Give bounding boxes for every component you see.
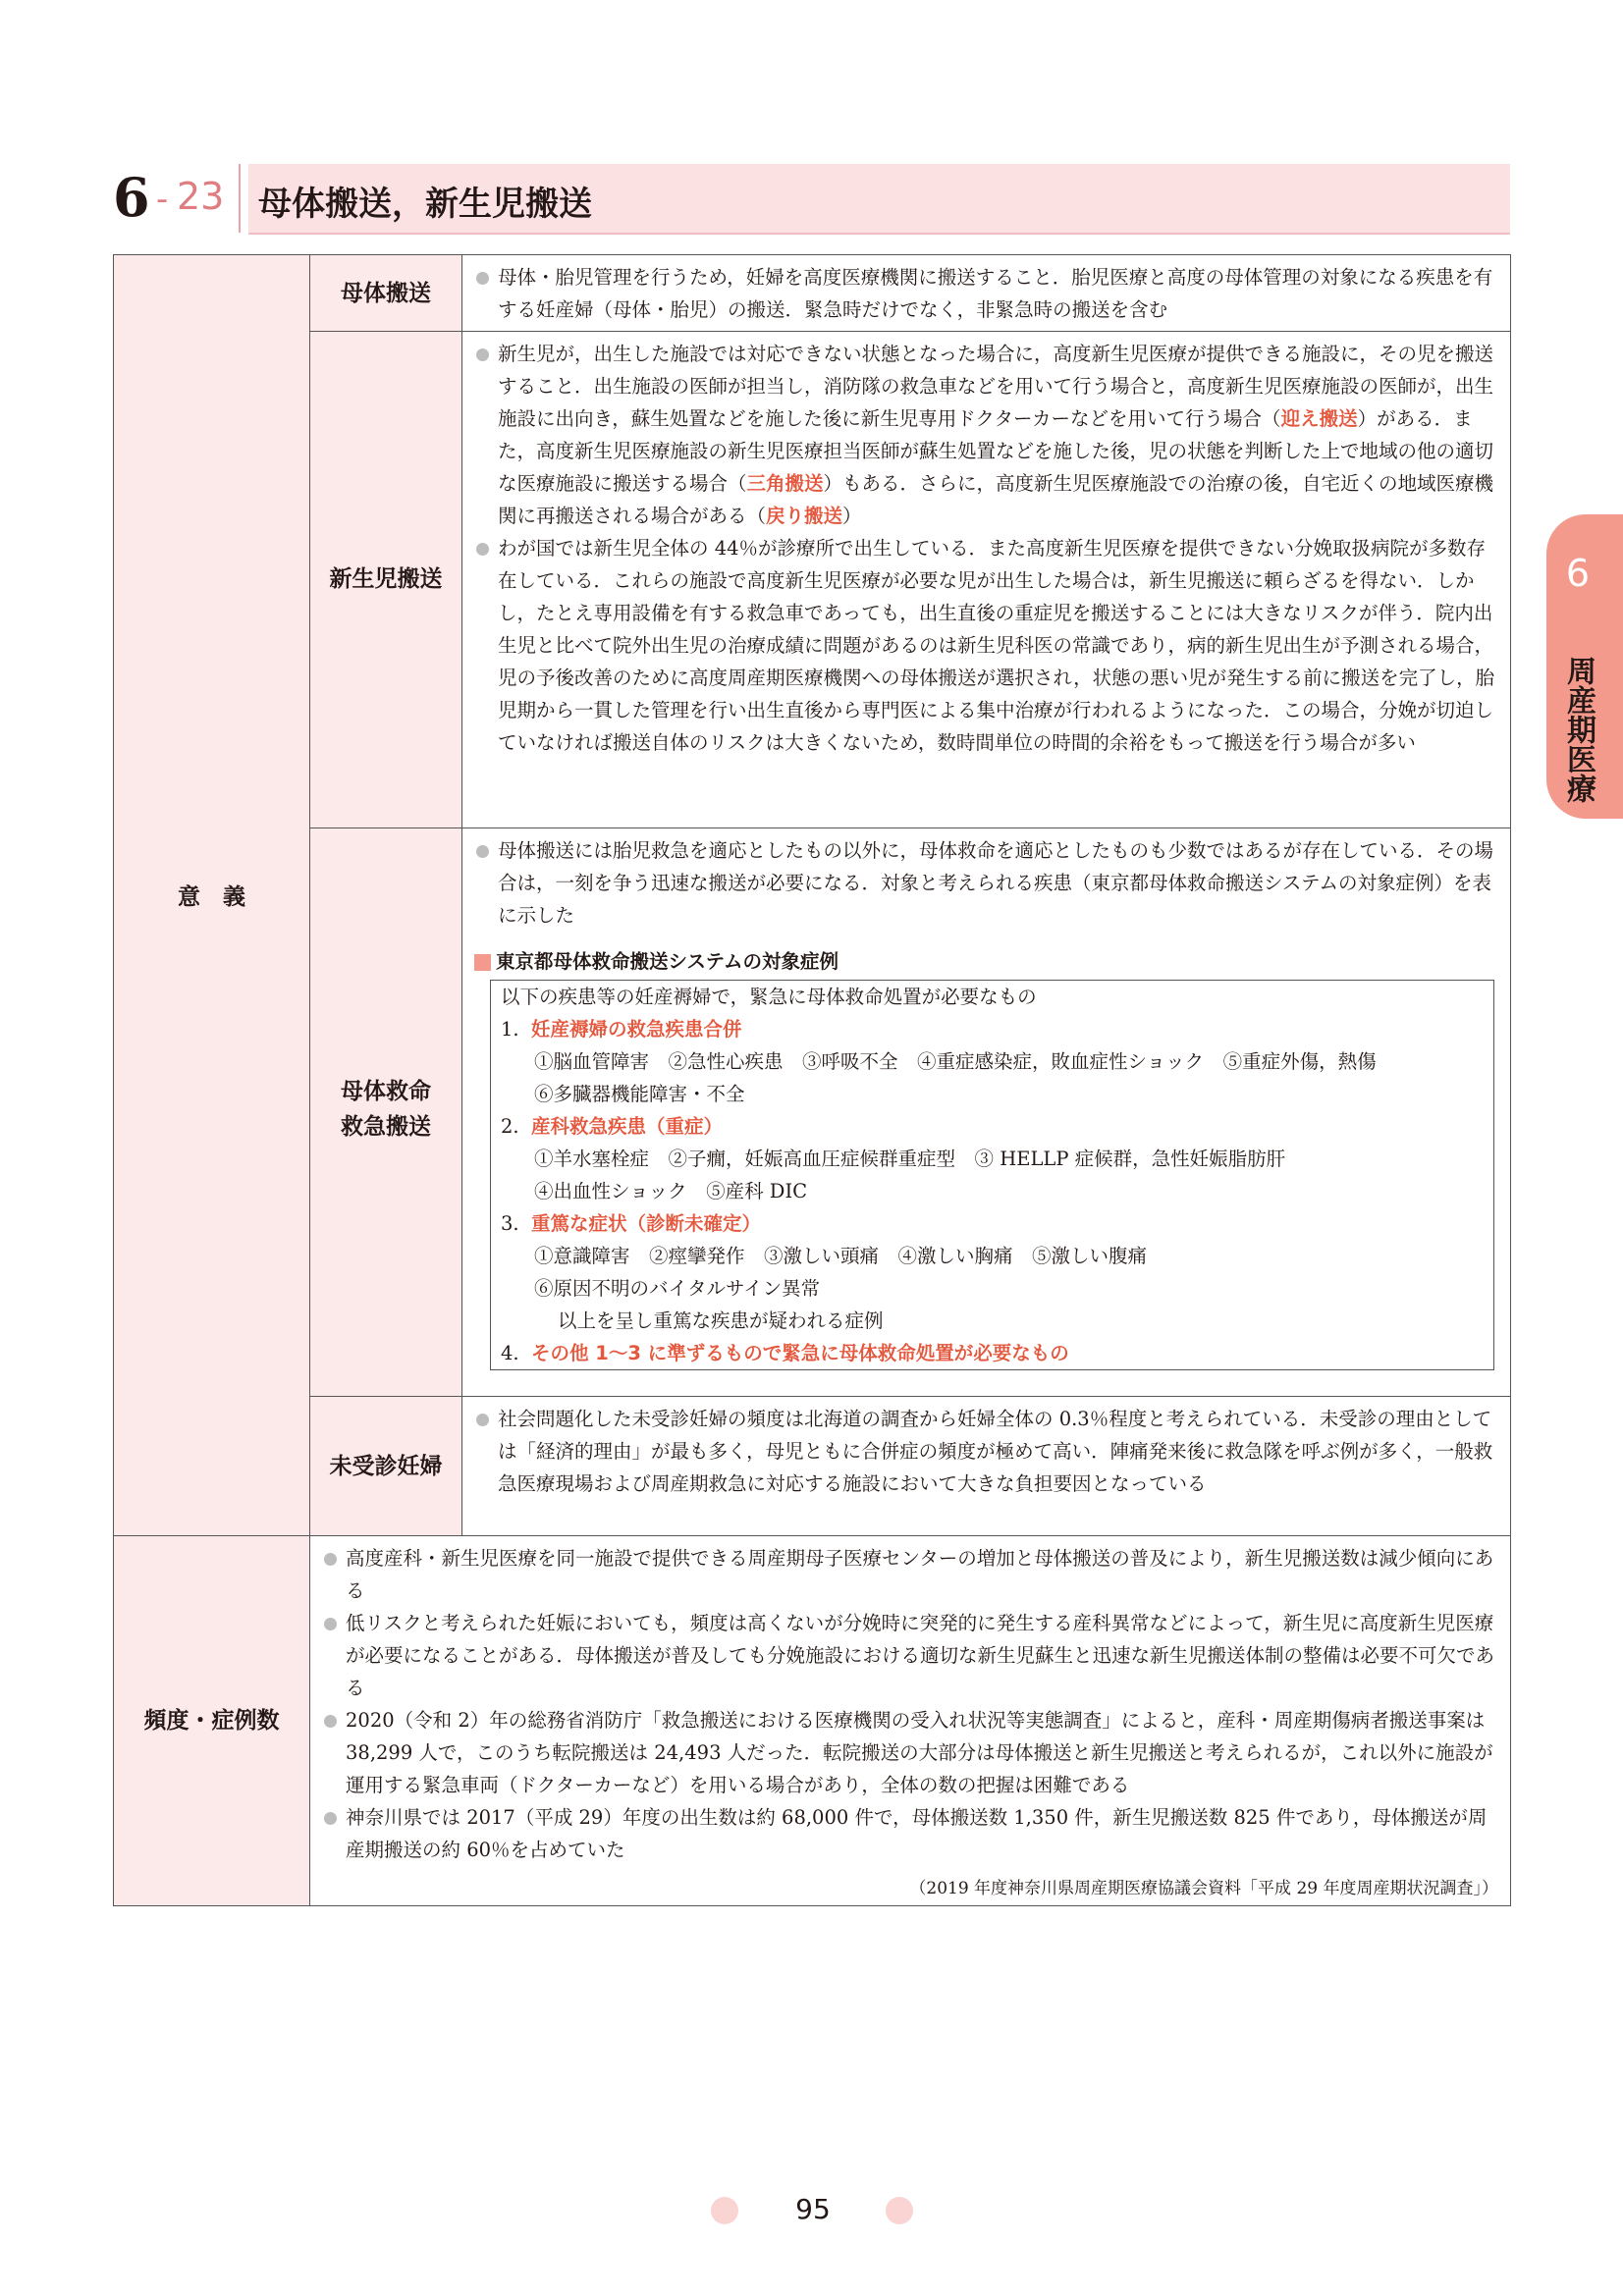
content-hindo bbox=[310, 1535, 1511, 1906]
bullet-item: 2020（令和 2）年の総務省消防庁「救急搬送における医療機関の受入れ状況等実態調査」によると，産科・周産期傷病者搬送事案は 38,299 人で，このうち転院搬送は 24,493 人だった．転院搬送の大部分は母体搬送と新生児搬送と考えられるが，これ以外に施設が運用する緊急車両（ドクターカーなど）を用いる場合があり，全体の数の把握は困難である bbox=[320, 1704, 1500, 1801]
criteria-heading-text: その他 1～3 に準ずるもので緊急に母体救命処置が必要なもの bbox=[531, 1342, 1069, 1364]
subrow-header-kyumei bbox=[310, 828, 462, 1397]
criteria-line: ①意識障害 ②痙攣発作 ③激しい頭痛 ④激しい胸痛 ⑤激しい腹痛 bbox=[534, 1245, 1148, 1267]
subrow-header-botai bbox=[310, 254, 462, 332]
section-subnumber: 23 bbox=[177, 175, 225, 218]
chapter-tab-label: 周産期医療 bbox=[1561, 656, 1596, 803]
subrow-label-kyumei bbox=[310, 1074, 461, 1145]
criteria-num: 4. bbox=[501, 1342, 519, 1364]
criteria-line: 以上を呈し重篤な疾患が疑われる症例 bbox=[558, 1309, 884, 1332]
section-title-bar bbox=[248, 164, 1510, 235]
criteria-heading-3 bbox=[501, 1207, 1484, 1240]
criteria-line: ①脳血管障害 ②急性心疾患 ③呼吸不全 ④重症感染症，敗血症性ショック ⑤重症外傷，熱傷 bbox=[534, 1050, 1377, 1073]
section-dash: - bbox=[156, 180, 169, 219]
term-sankaku-hanso: 三角搬送 bbox=[746, 472, 824, 495]
criteria-line: ⑥原因不明のバイタルサイン異常 bbox=[534, 1277, 821, 1300]
chapter-tab-number: 6 bbox=[1565, 552, 1591, 595]
text-run: 新生児が，出生した施設では対応できない状態となった場合に，高度新生児医療が提供できる施設に，その児を搬送すること．出生施設の医師が担当し，消防隊の救急車などを用いて行う場合と，高度新生児医療施設の医師が，出生施設に出向き，蘇生処置などを施した後に新生児専用ドクターカーなどを用いて行う場合（ bbox=[498, 343, 1494, 430]
subrow-label-mijushin: 未受診妊婦 bbox=[329, 1454, 443, 1479]
bullet-item: 低リスクと考えられた妊娠においても，頻度は高くないが分娩時に突発的に発生する産科異常などによって，新生児に高度新生児医療が必要になることがある．母体搬送が普及しても分娩施設における適切な新生児蘇生と迅速な新生児搬送体制の整備は必要不可欠である bbox=[320, 1607, 1500, 1704]
criteria-box bbox=[490, 980, 1494, 1370]
bullet-item: わが国では新生児全体の 44％が診療所で出生している．また高度新生児医療を提供できない分娩取扱病院が多数存在している．これらの施設で高度新生児医療が必要な児が出生した場合は，新生児搬送に頼らざるを得ない．しかし，たとえ専用設備を有する救急車であっても，出生直後の重症児を搬送することには大きなリスクが伴う．院内出生児と比べて院外出生児の治療成績に問題があるのは新生児科医の常識であり，病的新生児出生が予測される場合，児の予後改善のために高度周産期医療機関への母体搬送が選択され，状態の悪い児が発生する前に搬送を完了し，胎児期から一貫した管理を行い出生直後から専門医による集中治療が行われるようになった．この場合，分娩が切迫していなければ搬送自体のリスクは大きくないため，数時間単位の時間的余裕をもって搬送を行う場合が多い bbox=[472, 532, 1500, 759]
criteria-heading-text: 産科救急疾患（重症） bbox=[531, 1115, 724, 1138]
term-mukae-hanso: 迎え搬送 bbox=[1280, 407, 1358, 430]
criteria-line: ④出血性ショック ⑤産科 DIC bbox=[534, 1180, 808, 1202]
criteria-heading-4 bbox=[501, 1337, 1484, 1369]
section-number bbox=[113, 164, 241, 233]
page-number: 95 bbox=[795, 2193, 831, 2225]
subrow-header-mijushin bbox=[310, 1396, 462, 1536]
chapter-number: 6 bbox=[113, 166, 150, 229]
bullet-item: 神奈川県では 2017（平成 29）年度の出生数は約 68,000 件で，母体搬送数 1,350 件，新生児搬送数 825 件であり，母体搬送が周産期搬送の約 60％を占めていた bbox=[320, 1801, 1500, 1866]
content-kyumei bbox=[462, 828, 1511, 1397]
subrow-label-shinseiji: 新生児搬送 bbox=[329, 566, 443, 592]
row-header-igi bbox=[113, 254, 310, 1536]
source-citation: （2019 年度神奈川県周産期医療協議会資料「平成 29 年度周産期状況調査」） bbox=[909, 1879, 1498, 1898]
criteria-num: 3. bbox=[501, 1212, 519, 1235]
row-header-hindo bbox=[113, 1535, 310, 1906]
term-modori-hanso: 戻り搬送 bbox=[766, 505, 843, 527]
row-header-hindo-label: 頻度・症例数 bbox=[143, 1708, 280, 1734]
criteria-line: ⑥多臓器機能障害・不全 bbox=[534, 1083, 745, 1105]
content-mijushin bbox=[462, 1396, 1511, 1536]
content-botai bbox=[462, 254, 1511, 332]
bullet-item: 母体・胎児管理を行うため，妊婦を高度医療機関に搬送すること．胎児医療と高度の母体管理の対象になる疾患を有する妊産婦（母体・胎児）の搬送．緊急時だけでなく，非緊急時の搬送を含む bbox=[472, 261, 1500, 326]
criteria-line: ①羊水塞栓症 ②子癇，妊娠高血圧症候群重症型 ③ HELLP 症候群，急性妊娠脂肪肝 bbox=[534, 1148, 1286, 1170]
subrow-label-kyumei-line2: 救急搬送 bbox=[341, 1114, 431, 1140]
criteria-heading-text: 重篤な症状（診断未確定） bbox=[531, 1212, 762, 1235]
text-run: ）もある．さらに，高度新生児医療施設での治療の後，自宅近くの地域医療機関に再搬送される場合がある（ bbox=[498, 472, 1494, 527]
bullet-item: 高度産科・新生児医療を同一施設で提供できる周産期母子医療センターの増加と母体搬送の普及により，新生児搬送数は減少傾向にある bbox=[320, 1542, 1500, 1607]
section-title: 母体搬送，新生児搬送 bbox=[258, 185, 592, 224]
subrow-header-shinseiji bbox=[310, 331, 462, 828]
text-run: ）がある．また，高度新生児医療施設の新生児医療担当医師が蘇生処置などを施した後，児の状態を判断した上で地域の他の適切な医療施設に搬送する場合（ bbox=[498, 407, 1494, 495]
content-shinseiji bbox=[462, 331, 1511, 828]
criteria-heading-text: 妊産褥婦の救急疾患合併 bbox=[531, 1018, 742, 1041]
criteria-box-title: 東京都母体救命搬送システムの対象症例 bbox=[472, 945, 1500, 978]
bullet-item-transport bbox=[472, 338, 1500, 532]
text-run: ） bbox=[842, 505, 862, 527]
criteria-num: 2. bbox=[501, 1115, 519, 1138]
row-header-igi-label: 意 義 bbox=[178, 884, 245, 910]
criteria-heading-2 bbox=[501, 1110, 1484, 1143]
subrow-label-kyumei-line1: 母体救命 bbox=[341, 1079, 431, 1104]
criteria-intro: 以下の疾患等の妊産褥婦で，緊急に母体救命処置が必要なもの bbox=[501, 986, 1037, 1008]
page-dot-left bbox=[711, 2197, 738, 2224]
page-dot-right bbox=[886, 2197, 913, 2224]
bullet-item: 社会問題化した未受診妊婦の頻度は北海道の調査から妊婦全体の 0.3％程度と考えられている．未受診の理由としては「経済的理由」が最も多く，母児ともに合併症の頻度が極めて高い．陣痛発来後に救急隊を呼ぶ例が多く，一般救急医療現場および周産期救急に対応する施設において大きな負担要因となっている bbox=[472, 1403, 1500, 1500]
criteria-heading-1 bbox=[501, 1013, 1484, 1045]
subrow-label-botai: 母体搬送 bbox=[341, 281, 431, 306]
bullet-item: 母体搬送には胎児救急を適応としたもの以外に，母体救命を適応としたものも少数ではあるが存在している．その場合は，一刻を争う迅速な搬送が必要になる．対象と考えられる疾患（東京都母体救命搬送システムの対象症例）を表に示した bbox=[472, 834, 1500, 932]
criteria-num: 1. bbox=[501, 1018, 519, 1041]
